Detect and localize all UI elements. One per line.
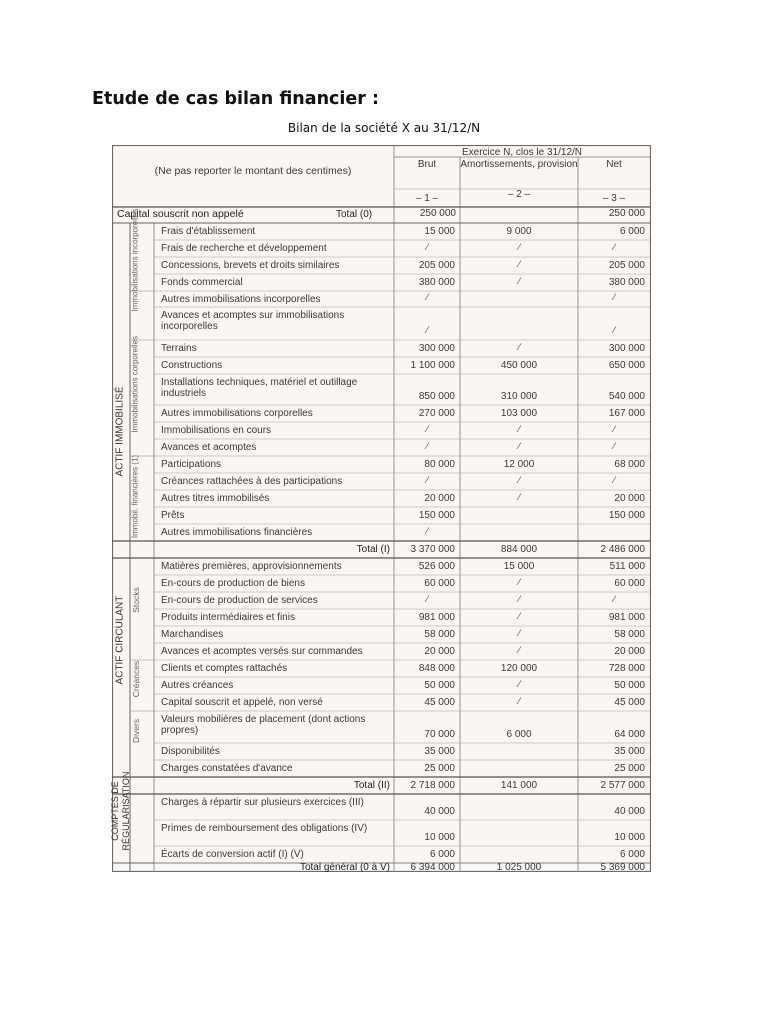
amount-brut: 45 000 (424, 696, 455, 708)
empty-dash: ⁄ (613, 594, 615, 605)
amount-brut: 848 000 (418, 662, 455, 674)
empty-dash: ⁄ (518, 342, 520, 353)
row-label: Autres immobilisations corporelles (161, 408, 313, 419)
row-label: Créances rattachées à des participations (161, 476, 343, 487)
empty-dash: ⁄ (613, 475, 615, 486)
amount-net: 167 000 (608, 407, 645, 419)
balance-sheet-table (112, 145, 651, 872)
amount-amort: 450 000 (500, 359, 538, 371)
amount-net: 981 000 (608, 611, 645, 623)
row-label: Fonds commercial (161, 277, 243, 288)
amount-brut: 6 394 000 (410, 861, 455, 873)
empty-dash: ⁄ (518, 628, 520, 639)
amount-net: 6 000 (619, 848, 645, 860)
empty-dash: ⁄ (518, 696, 520, 707)
exercice-header: Exercice N, clos le 31/12/N (461, 147, 583, 158)
empty-dash: ⁄ (518, 441, 520, 452)
row-label: Participations (161, 459, 222, 470)
amount-net: 20 000 (614, 645, 645, 657)
table-note: (Ne pas reporter le montant des centimes) (154, 165, 352, 177)
amount-brut: 58 000 (424, 628, 455, 640)
section-actif-immobilise: ACTIF IMMOBILISÉ (114, 386, 126, 477)
section-comptes-regularisation: COMPTES DE RÉGULARISATION (110, 771, 131, 851)
col-header-brut: Brut (417, 159, 437, 170)
row-label: Charges constatées d'avance (161, 763, 293, 774)
amount-brut: 20 000 (424, 645, 455, 657)
empty-dash: ⁄ (518, 242, 520, 253)
row-label: Prêts (161, 510, 185, 521)
row-label: Autres immobilisations financières (161, 527, 313, 538)
amount-net: 150 000 (608, 509, 645, 521)
amount-amort: 310 000 (500, 391, 538, 402)
row-label: Charges à répartir sur plusieurs exercices (III) (161, 797, 364, 808)
row-label: Avances et acomptes versés sur commandes (161, 646, 363, 657)
empty-dash: ⁄ (613, 242, 615, 253)
amount-brut: 10 000 (424, 832, 455, 843)
amount-amort: 12 000 (503, 458, 535, 470)
amount-brut: 25 000 (424, 762, 455, 774)
sub-creances: Créances (131, 660, 141, 698)
amount-amort: 103 000 (500, 407, 538, 419)
empty-dash: ⁄ (426, 441, 428, 452)
empty-dash: ⁄ (613, 293, 615, 303)
col-header-amortissements: Amortissements, provision (460, 159, 578, 170)
amount-brut: 1 100 000 (410, 359, 455, 371)
sub-stocks: Stocks (131, 587, 141, 613)
row-label: Produits intermédiaires et finis (161, 612, 295, 623)
row-label: Autres titres immobilisés (161, 493, 270, 504)
amount-net: 35 000 (614, 745, 645, 757)
amount-brut: 70 000 (424, 729, 455, 740)
amount-brut: 2 718 000 (410, 779, 455, 791)
row-label: Autres immobilisations incorporelles (161, 293, 321, 305)
row-label: Valeurs mobilières de placement (dont actions propres) (161, 714, 366, 736)
amount-net: 45 000 (614, 696, 645, 708)
amount-brut: 3 370 000 (410, 543, 455, 555)
amount-brut: 50 000 (424, 679, 455, 691)
amount-amort: 1 025 000 (496, 861, 542, 873)
row-label: Avances et acomptes sur immobilisations incorporelles (161, 310, 345, 332)
total-row-label: Total (II) (353, 780, 390, 791)
row-label: Écarts de conversion actif (I) (V) (161, 849, 304, 860)
total-row-label: Total (I) (356, 544, 390, 555)
empty-dash: ⁄ (613, 326, 615, 336)
empty-dash: ⁄ (518, 679, 520, 690)
empty-dash: ⁄ (426, 242, 428, 253)
amount-brut: 526 000 (418, 560, 455, 572)
amount-brut: 150 000 (418, 509, 455, 521)
row-label: En-cours de production de services (161, 595, 318, 606)
amount-brut: 15 000 (424, 225, 455, 237)
section-actif-circulant: ACTIF CIRCULANT (114, 595, 126, 685)
amount-net: 5 369 000 (600, 861, 645, 873)
empty-dash: ⁄ (518, 492, 520, 503)
amount-amort: 120 000 (500, 662, 538, 674)
amount-amort: 141 000 (500, 779, 538, 791)
amount-brut: 20 000 (424, 492, 455, 504)
sub-immo-corporelles: Immobilisations corporelles (130, 336, 140, 433)
amount-net: 58 000 (614, 628, 645, 640)
amount-net: 2 486 000 (600, 543, 645, 555)
row-label: Installations techniques, matériel et outillage industriels (161, 377, 358, 399)
amount-net: 380 000 (608, 276, 645, 288)
amount-brut: 270 000 (418, 407, 455, 419)
amount-net: 205 000 (608, 259, 645, 271)
amount-brut: 981 000 (418, 611, 455, 623)
row-label: Immobilisations en cours (161, 425, 272, 436)
amount-amort: 9 000 (506, 225, 532, 237)
row-label: Matières premières, approvisionnements (161, 561, 342, 572)
amount-amort: 884 000 (500, 543, 538, 555)
amount-brut: 205 000 (418, 259, 455, 271)
empty-dash: ⁄ (613, 441, 615, 452)
col-number-3: – 3 – (602, 193, 626, 204)
empty-dash: ⁄ (426, 475, 428, 486)
row-label: Concessions, brevets et droits similaires (161, 260, 340, 271)
row-label: Frais d'établissement (161, 226, 256, 237)
amount-amort: 15 000 (503, 560, 535, 572)
row-label: Marchandises (161, 629, 224, 640)
empty-dash: ⁄ (518, 276, 520, 287)
total-0-label: Total (0) (336, 209, 373, 220)
sub-immo-incorporelles: Immobilisations incorporelles (130, 208, 140, 312)
amount-amort: 6 000 (506, 729, 532, 740)
amount-brut: 80 000 (424, 458, 455, 470)
empty-dash: ⁄ (426, 594, 428, 605)
amount-brut: 380 000 (418, 276, 455, 288)
sub-divers: Divers (131, 718, 141, 744)
empty-dash: ⁄ (518, 475, 520, 486)
empty-dash: ⁄ (518, 645, 520, 656)
amount-brut: 60 000 (424, 577, 455, 589)
empty-dash: ⁄ (613, 424, 615, 435)
amount-net: 6 000 (619, 225, 645, 237)
empty-dash: ⁄ (426, 293, 428, 303)
empty-dash: ⁄ (518, 577, 520, 588)
document-subtitle: Bilan de la société X au 31/12/N (287, 121, 481, 135)
amount-brut: 35 000 (424, 745, 455, 757)
amount-net: 650 000 (608, 359, 645, 371)
row-label: Constructions (161, 360, 223, 371)
amount-brut: 6 000 (429, 848, 455, 860)
amount-brut: 40 000 (424, 806, 455, 817)
empty-dash: ⁄ (518, 594, 520, 605)
document-title: Etude de cas bilan financier : (92, 89, 379, 109)
amount-net: 40 000 (614, 806, 645, 817)
amount-net: 20 000 (614, 492, 645, 504)
row-label: Capital souscrit et appelé, non versé (161, 697, 323, 708)
row-label: Avances et acomptes (161, 442, 257, 453)
empty-dash: ⁄ (518, 259, 520, 270)
row-label: Clients et comptes rattachés (161, 663, 288, 674)
amount-net: 64 000 (614, 729, 645, 740)
amount-net: 540 000 (608, 391, 645, 402)
row-label: Frais de recherche et développement (161, 243, 327, 254)
row-label: Disponibilités (161, 746, 220, 757)
amount-net: 2 577 000 (600, 779, 645, 791)
empty-dash: ⁄ (518, 424, 520, 435)
amount-brut: 300 000 (418, 342, 455, 354)
col-header-net: Net (606, 159, 622, 170)
capital-souscrit-label: Capital souscrit non appelé (117, 208, 244, 220)
empty-dash: ⁄ (426, 526, 428, 537)
capital-net: 250 000 (608, 208, 645, 219)
amount-net: 728 000 (608, 662, 645, 674)
amount-brut: 850 000 (418, 391, 455, 402)
capital-brut: 250 000 (419, 208, 456, 219)
row-label: Terrains (161, 343, 197, 354)
total-row-label: Total général (0 à V) (299, 862, 390, 873)
empty-dash: ⁄ (426, 326, 428, 336)
amount-net: 300 000 (608, 342, 645, 354)
row-label: Primes de remboursement des obligations (IV) (161, 823, 368, 834)
row-label: En-cours de production de biens (161, 578, 305, 589)
empty-dash: ⁄ (518, 611, 520, 622)
empty-dash: ⁄ (426, 424, 428, 435)
row-label: Autres créances (161, 680, 234, 691)
col-number-1: – 1 – (415, 193, 439, 204)
amount-net: 10 000 (614, 832, 645, 843)
amount-net: 25 000 (614, 762, 645, 774)
amount-net: 60 000 (614, 577, 645, 589)
amount-net: 511 000 (609, 560, 645, 572)
sub-immo-financieres: Immobil. financières (1) (130, 454, 140, 539)
amount-net: 50 000 (614, 679, 645, 691)
col-number-2: – 2 – (507, 189, 531, 200)
amount-net: 68 000 (614, 458, 645, 470)
